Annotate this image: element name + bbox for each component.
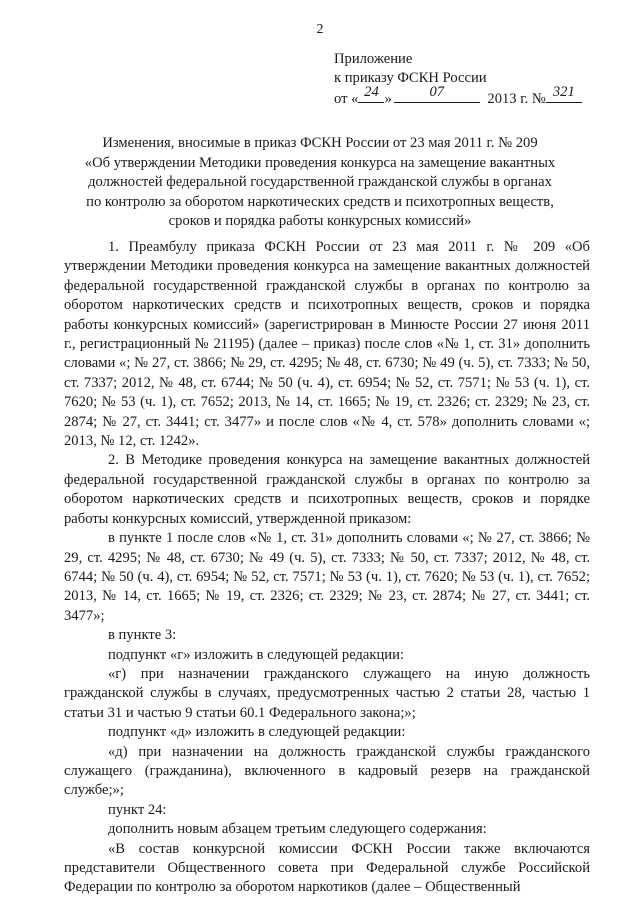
paragraph-4: в пункте 3: [108, 627, 177, 644]
month-blank [394, 84, 480, 103]
paragraph-1: 1. Преамбулу приказа ФСКН России от 23 мая 2011 г. № 209 «Об утверждении Методики проведения конкурса на замещение вакантных должностей федеральной государственной гражданской службы в органах по контролю за оборотом наркотических средств и психотропных веществ, сроков и порядка работы конкурсных комиссий» (зарегистрирован в Минюсте России 27 июня 2011 г., регистрационный № 21195) (далее – приказ) после слов «№ 1, ст. 31» дополнить словами «; № 27, ст. 3866; № 29, ст. 4295; № 48, ст. 6730; № 49 (ч. 5), ст. 7333; № 50, ст. 7337; 2012, № 48, ст. 6744; № 50 (ч. 4), ст. 6954; № 52, ст. 7571; № 53 (ч. 1), ст. 7620; № 53 (ч. 1), ст. 7652; 2013, № 14, ст. 1665; № 19, ст. 2326; ст. 2329; № 23, ст. 2874; № 27, ст. 3441; ст. 3477» и после слов «№ 4, ст. 578» дополнить словами «; 2013, № 12, ст. 1242». [64, 239, 590, 450]
document-title [70, 134, 570, 232]
paragraph-9: пункт 24: [108, 801, 167, 818]
paragraph-3: в пункте 1 после слов «№ 1, ст. 31» дополнить словами «; № 27, ст. 3866; № 29, ст. 4295; № 48, ст. 6730; № 49 (ч. 5), ст. 7333; № 50, ст. 7337; 2012, № 48, ст. 6744; № 50 (ч. 4), ст. 6954; № 52, ст. 7571; № 53 (ч. 1), ст. 7620; № 53 (ч. 1), ст. 7652; 2013, № 14, ст. 1665; № 19, ст. 2326; ст. 2329; № 23, ст. 2874; № 27, ст. 3441; ст. 3477»; [64, 530, 590, 624]
date-month: 07 [429, 84, 445, 100]
appendix-line: Приложение [334, 51, 413, 67]
paragraph-10: дополнить новым абзацем третьим следующего содержания: [108, 821, 487, 838]
appendix-order-ref: к приказу ФСКН России [334, 70, 487, 86]
title-line: по контролю за оборотом наркотических средств и психотропных веществ, [86, 193, 554, 210]
paragraph-8: «д) при назначении на должность гражданской службы гражданского служащего (гражданина), включенного в кадровый резерв на гражданской службе;»; [64, 743, 590, 799]
document-body [64, 238, 590, 898]
number-blank [546, 84, 582, 103]
title-line: Изменения, вносимые в приказ ФСКН России от 23 мая 2011 г. № 209 [102, 135, 538, 151]
paragraph-11: «В состав конкурсной комиссии ФСКН России также включаются представители Общественного совета при Федеральной службе Российской Федерации по контролю за оборотом наркотиков (далее – Общественный [64, 840, 590, 896]
day-blank [358, 84, 384, 103]
title-line: «Об утверждении Методики проведения конкурса на замещение вакантных [84, 154, 556, 171]
page-number: 2 [316, 22, 324, 37]
date-day: 24 [364, 84, 379, 100]
title-line: сроков и порядка работы конкурсных комиссий» [168, 213, 472, 229]
paragraph-5: подпункт «г» изложить в следующей редакции: [108, 646, 404, 663]
appendix-header [334, 50, 582, 109]
order-number: 321 [552, 84, 575, 100]
appendix-date-line [334, 84, 582, 109]
title-line: должностей федеральной государственной гражданской службы в органах [88, 174, 552, 190]
paragraph-6: «г) при назначении гражданского служащего на иную должность гражданской службы в случаях, предусмотренных частью 2 статьи 28, частью 1 статьи 31 и частью 9 статьи 60.1 Федерального закона;»; [64, 665, 590, 721]
date-prefix: от « [334, 91, 359, 107]
day-suffix: » [384, 91, 392, 107]
paragraph-2: 2. В Методике проведения конкурса на замещение вакантных должностей федеральной государственной гражданской службы в органах по контролю за оборотом наркотических средств и психотропных веществ, сроков и порядке работы конкурсных комиссий, утвержденной приказом: [64, 452, 590, 527]
year-text: 2013 г. № [487, 91, 546, 107]
paragraph-7: подпункт «д» изложить в следующей редакции: [108, 724, 406, 741]
